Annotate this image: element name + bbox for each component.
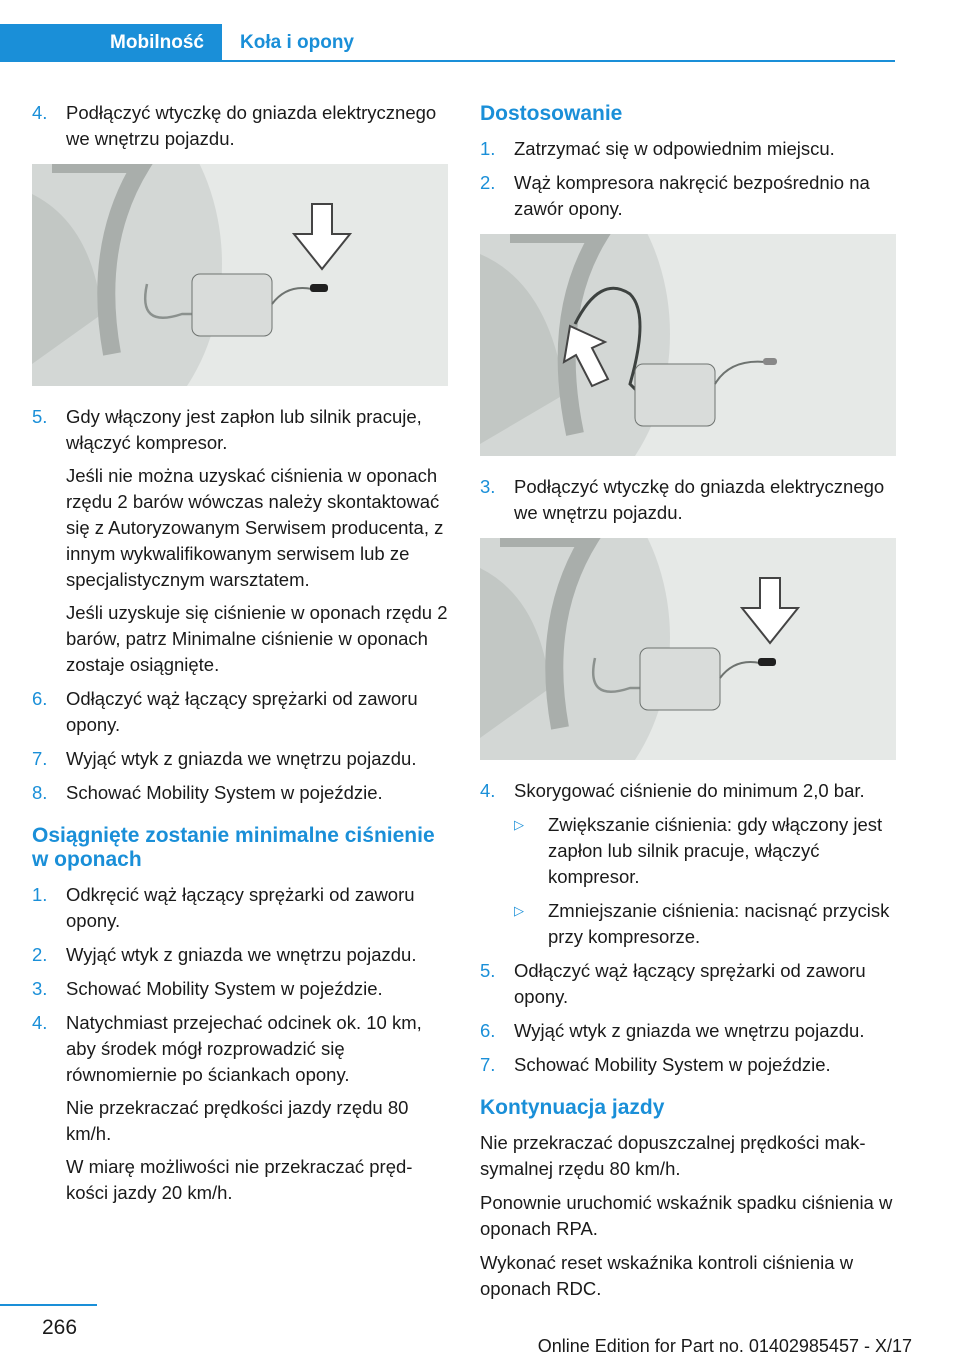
- tab-mobilnosc[interactable]: Mobilność: [0, 24, 222, 62]
- step-number: 7.: [480, 1054, 496, 1075]
- paragraph: Nie przekraczać dopuszczalnej prędkości maksymalnej rzędu 80 km/h.: [480, 1132, 866, 1179]
- header-tabs: [0, 24, 895, 62]
- list-item: [480, 170, 896, 222]
- step-text: Zatrzymać się w odpowiednim miejscu.: [514, 138, 835, 159]
- step-number: 4.: [480, 780, 496, 801]
- list-item: [480, 958, 896, 1010]
- step-text: Podłączyć wtyczkę do gniazda elektrycznego we wnętrzu pojazdu.: [66, 102, 437, 149]
- step-text: Natychmiast przejechać odcinek ok. 10 km, aby środek mógł rozprowadzić się równomiernie po ściankach opony.: [66, 1012, 422, 1085]
- header-divider: [222, 60, 895, 62]
- step-number: 2.: [32, 944, 48, 965]
- step-text: Gdy włączony jest zapłon lub silnik pracuje, włączyć kompresor.: [66, 406, 422, 453]
- step-text: Odkręcić wąż łączący sprężarki od zaworu opony.: [66, 884, 415, 931]
- list-item: [32, 1010, 448, 1206]
- list-item: [480, 136, 896, 162]
- bullet-item: [514, 898, 896, 950]
- step-number: 4.: [32, 102, 48, 123]
- page-number: 266: [42, 1316, 78, 1339]
- step-note: W miarę możliwości nie przekraczać prędkości jazdy 20 km/h.: [66, 1156, 413, 1203]
- step-number: 2.: [480, 172, 496, 193]
- list-item: [480, 778, 896, 804]
- compressor-illustration-1: [32, 164, 448, 386]
- list-item: [32, 100, 448, 152]
- left-column: [32, 100, 448, 1214]
- step-number: 3.: [480, 476, 496, 497]
- section-heading: Osiągnięte zostanie minimalne ciśnienie w oponach: [32, 824, 435, 871]
- list-item: [480, 1052, 896, 1078]
- bullet-text: Zmniejszanie ciśnienia: nacisnąć przycisk przy kompresorze.: [548, 900, 890, 947]
- step-number: 7.: [32, 748, 48, 769]
- step-number: 6.: [480, 1020, 496, 1041]
- right-column: [480, 100, 896, 1310]
- paragraph: Ponownie uruchomić wskaźnik spadku ciśnienia w oponach RPA.: [480, 1192, 893, 1239]
- step-text: Schować Mobility System w pojeździe.: [514, 1054, 831, 1075]
- step-text: Odłączyć wąż łączący sprężarki od zaworu opony.: [514, 960, 866, 1007]
- step-number: 6.: [32, 688, 48, 709]
- edition-note: Online Edition for Part no. 01402985457 - X/17: [537, 1336, 912, 1356]
- bullet-text: Zwiększanie ciśnienia: gdy włączony jest zapłon lub silnik pracuje, włączyć kompresor.: [548, 814, 883, 887]
- list-item: [32, 686, 448, 738]
- list-item: [480, 1018, 896, 1044]
- list-item: [32, 882, 448, 934]
- step-number: 5.: [480, 960, 496, 981]
- footer-rule: [0, 1304, 97, 1306]
- list-item: [32, 780, 448, 806]
- tab-kola-i-opony[interactable]: Koła i opony: [240, 32, 354, 53]
- bullet-item: [514, 812, 896, 890]
- step-text: Wyjąć wtyk z gniazda we wnętrzu pojazdu.: [66, 748, 417, 769]
- step-text: Wąż kompresora nakręcić bezpośrednio na zawór opony.: [514, 172, 870, 219]
- list-item: [32, 746, 448, 772]
- triangle-bullet-icon: ▷: [514, 903, 524, 918]
- step-number: 1.: [32, 884, 48, 905]
- list-item: [480, 474, 896, 526]
- step-note: Jeśli uzyskuje się ciśnienie w oponach rzędu 2 barów, patrz Minimalne ciśnienie w oponach zostaje osiągnięte.: [66, 602, 448, 675]
- bullet-list: [480, 812, 896, 950]
- step-number: 8.: [32, 782, 48, 803]
- step-text: Schować Mobility System w pojeździe.: [66, 782, 383, 803]
- triangle-bullet-icon: ▷: [514, 817, 524, 832]
- paragraph: Wykonać reset wskaźnika kontroli ciśnienia w oponach RDC.: [480, 1252, 854, 1299]
- step-number: 1.: [480, 138, 496, 159]
- step-text: Odłączyć wąż łączący sprężarki od zaworu opony.: [66, 688, 418, 735]
- step-text: Wyjąć wtyk z gniazda we wnętrzu pojazdu.: [514, 1020, 865, 1041]
- section-heading: Dostosowanie: [480, 102, 623, 125]
- list-item: [32, 404, 448, 678]
- section-heading: Kontynuacja jazdy: [480, 1096, 665, 1119]
- list-item: [32, 942, 448, 968]
- step-text: Schować Mobility System w pojeździe.: [66, 978, 383, 999]
- list-item: [32, 976, 448, 1002]
- compressor-illustration-3: [480, 538, 896, 760]
- step-text: Podłączyć wtyczkę do gniazda elektrycznego we wnętrzu pojazdu.: [514, 476, 885, 523]
- step-number: 4.: [32, 1012, 48, 1033]
- step-note: Nie przekraczać prędkości jazdy rzędu 80 km/h.: [66, 1097, 409, 1144]
- compressor-illustration-2: [480, 234, 896, 456]
- step-number: 3.: [32, 978, 48, 999]
- step-text: Skorygować ciśnienie do minimum 2,0 bar.: [514, 780, 865, 801]
- step-note: Jeśli nie można uzyskać ciśnienia w oponach rzędu 2 barów wówczas należy skontaktować się z Autoryzowanym Serwisem producenta, z innym wykwalifikowanym serwisem lub ze specjalistycznym warsztatem.: [66, 465, 444, 590]
- step-number: 5.: [32, 406, 48, 427]
- step-text: Wyjąć wtyk z gniazda we wnętrzu pojazdu.: [66, 944, 417, 965]
